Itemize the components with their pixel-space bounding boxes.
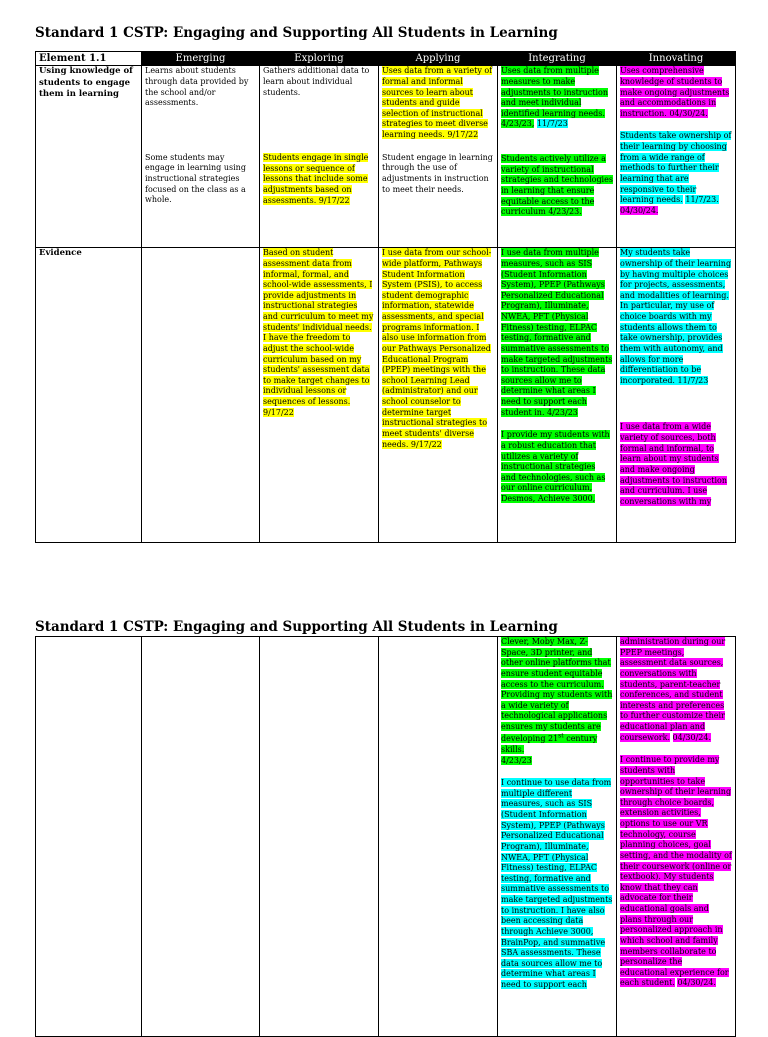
header-exploring: Exploring	[260, 52, 379, 66]
cell-text	[620, 66, 732, 119]
row-label: Evidence	[36, 248, 142, 543]
cell-emerging	[142, 66, 260, 248]
page-title-continued: Standard 1 CSTP: Engaging and Supporting All Students in Learning	[35, 619, 558, 635]
table-row	[36, 66, 736, 248]
highlight-magenta: 04/30/24.	[672, 732, 712, 742]
table-row	[36, 248, 736, 543]
cell-exploring	[260, 637, 379, 1037]
highlight-cyan: 11/7/23	[536, 119, 568, 129]
rubric-table-continued	[35, 636, 736, 1037]
cell-text	[501, 248, 613, 418]
cell-text	[501, 778, 613, 991]
cell-integrating	[498, 66, 617, 248]
rubric-table	[35, 51, 736, 543]
header-innovating: Innovating	[617, 52, 736, 66]
highlight-cyan: My students take ownership of their learning by having multiple choices for projects, assessments, and modalities of learning. In particular, my use of choice boards with my students allows them to take ownership, provides them with autonomy, and allows for more differentiation to be incorporated. 11/7/23	[620, 248, 732, 385]
cell-innovating	[617, 66, 736, 248]
cell-text	[382, 248, 494, 450]
cell-text	[501, 637, 613, 766]
superscript: st	[558, 732, 564, 740]
highlight-text: century skills.	[501, 734, 598, 754]
cell-exploring	[260, 66, 379, 248]
highlight-cyan: 11/7/23.	[685, 195, 719, 205]
highlight-green	[501, 637, 612, 754]
cell-text	[620, 422, 732, 507]
highlight-magenta: 04/30/24.	[677, 978, 716, 988]
cell-applying	[379, 66, 498, 248]
header-row	[36, 52, 736, 66]
cell-emerging	[142, 637, 260, 1037]
cell-text	[501, 66, 613, 130]
highlight-yellow: Students engage in single lessons or sequence of lessons that include some adjustments based on assessments. 9/17/22	[263, 153, 369, 205]
highlight-green: I use data from multiple measures, such as SIS (Student Information System), PPEP (Pathways Personalized Educational Program), Illuminate, NWEA, PFT (Physical Fitness) testing, ELPAC testing, formative and summative assessments to make targeted adjustments to instruction. These data sources allow me to determine what areas I need to support each student in. 4/23/23	[501, 248, 613, 417]
highlight-magenta: I use data from a wide variety of sources, both formal and informal, to learn about my students and make ongoing adjustments to instruction and curriculum. I use conversations with my	[620, 422, 727, 506]
cell-text	[501, 430, 613, 504]
table-row	[36, 637, 736, 1037]
element-label: Element 1.1	[36, 52, 142, 66]
highlight-green: Uses data from multiple measures to make adjustments to instruction and meet individual identified learning needs. 4/23/23,	[501, 66, 608, 129]
cell-applying	[379, 248, 498, 543]
highlight-magenta: Uses comprehensive knowledge of students to make ongoing adjustments and accommodations in instruction. 04/30/24.	[620, 66, 730, 118]
highlight-green: 4/23/23	[501, 755, 532, 765]
highlight-yellow: I use data from our school-wide platform, Pathways Student Information System (PSIS), to access student demographic information, statewide assessments, and special programs information. I also use information from our Pathways Personalized Educational Program (PPEP) meetings with the school Learning Lead (administrator) and our school counselor to determine target instructional strategies to meet students' diverse needs. 9/17/22	[382, 248, 492, 449]
highlight-yellow: Uses data from a variety of formal and informal sources to learn about students and guide selection of instructional strategies to meet diverse learning needs. 9/17/22	[382, 66, 493, 140]
cell-label	[36, 637, 142, 1037]
highlight-cyan: I continue to use data from multiple different measures, such as SIS (Student Information System), PPEP (Pathways Personalized Educational Program), Illuminate, NWEA, PFT (Physical Fitness) testing, ELPAC testing, formative and summative assessments to make targeted adjustments to instruction. I have also been accessing data through Achieve 3000, BrainPop, and summative SBA assessments. These data sources allow me to determine what areas I need to support each	[501, 778, 613, 990]
highlight-magenta: I continue to provide my students with opportunities to take ownership of their learning through choice boards, extension activities, options to use our VR technology, course planning choices, goal setting, and the modality of their coursework (online or textbook). My students know that they can advocate for their educational goals and plans through our personalized approach in which school and family members collaborate to personalize the educational experience for each student.	[620, 755, 732, 988]
cell-integrating	[498, 248, 617, 543]
highlight-magenta: administration during our PPEP meetings, assessment data sources, conversations with students, parent-teacher conferences, and student interests and preferences to further customize their educational plan and coursework.	[620, 637, 726, 742]
cell-text	[620, 755, 732, 989]
cell-text	[263, 153, 375, 206]
cell-innovating	[617, 637, 736, 1037]
row-label: Using knowledge of students to engage them in learning	[36, 66, 142, 248]
cell-text	[382, 66, 494, 140]
header-emerging: Emerging	[142, 52, 260, 66]
cell-innovating	[617, 248, 736, 543]
highlight-green: I provide my students with a robust education that utilizes a variety of instructional strategies and technologies, such as our online curriculum, Desmos, Achieve 3000,	[501, 430, 610, 504]
highlight-text: Clever, Moby Max, Z-Space, 3D printer, and other online platforms that ensure student equitable access to the curriculum. Providing my students with a wide variety of technological applications ensures my students are developing 21	[501, 637, 613, 744]
cell-text	[501, 154, 613, 218]
header-integrating: Integrating	[498, 52, 617, 66]
cell-emerging	[142, 248, 260, 543]
cell-text	[620, 637, 732, 743]
cell-exploring	[260, 248, 379, 543]
cell-text	[620, 248, 732, 386]
highlight-magenta: 04/30/24.	[620, 205, 659, 215]
highlight-yellow: Based on student assessment data from informal, formal, and school-wide assessments, I provide adjustments in instructional strategies and curriculum to meet my students' individual needs. I have the freedom to adjust the school-wide curriculum based on my students' assessment data to make target changes to individual lessons or sequences of lessons. 9/17/22	[263, 248, 374, 417]
cell-text: Gathers additional data to learn about individual students.	[263, 66, 370, 97]
highlight-green: Students actively utilize a variety of instructional strategies and technologies in learning that ensure equitable access to the curriculum 4/23/23.	[501, 154, 613, 217]
cell-text: Learns about students through data provided by the school and/or assessments.	[145, 66, 249, 108]
cell-integrating	[498, 637, 617, 1037]
page-title: Standard 1 CSTP: Engaging and Supporting All Students in Learning	[35, 25, 558, 41]
cell-applying	[379, 637, 498, 1037]
cell-text	[620, 131, 732, 216]
cell-text: Some students may engage in learning using instructional strategies focused on the class as a whole.	[145, 152, 246, 205]
cell-text: Student engage in learning through the use of adjustments in instruction to meet their needs.	[382, 152, 493, 194]
header-applying: Applying	[379, 52, 498, 66]
cell-text	[263, 248, 375, 418]
highlight-cyan: Students take ownership of their learning by choosing from a wide range of methods to further their learning that are responsive to their learning needs.	[620, 131, 732, 205]
